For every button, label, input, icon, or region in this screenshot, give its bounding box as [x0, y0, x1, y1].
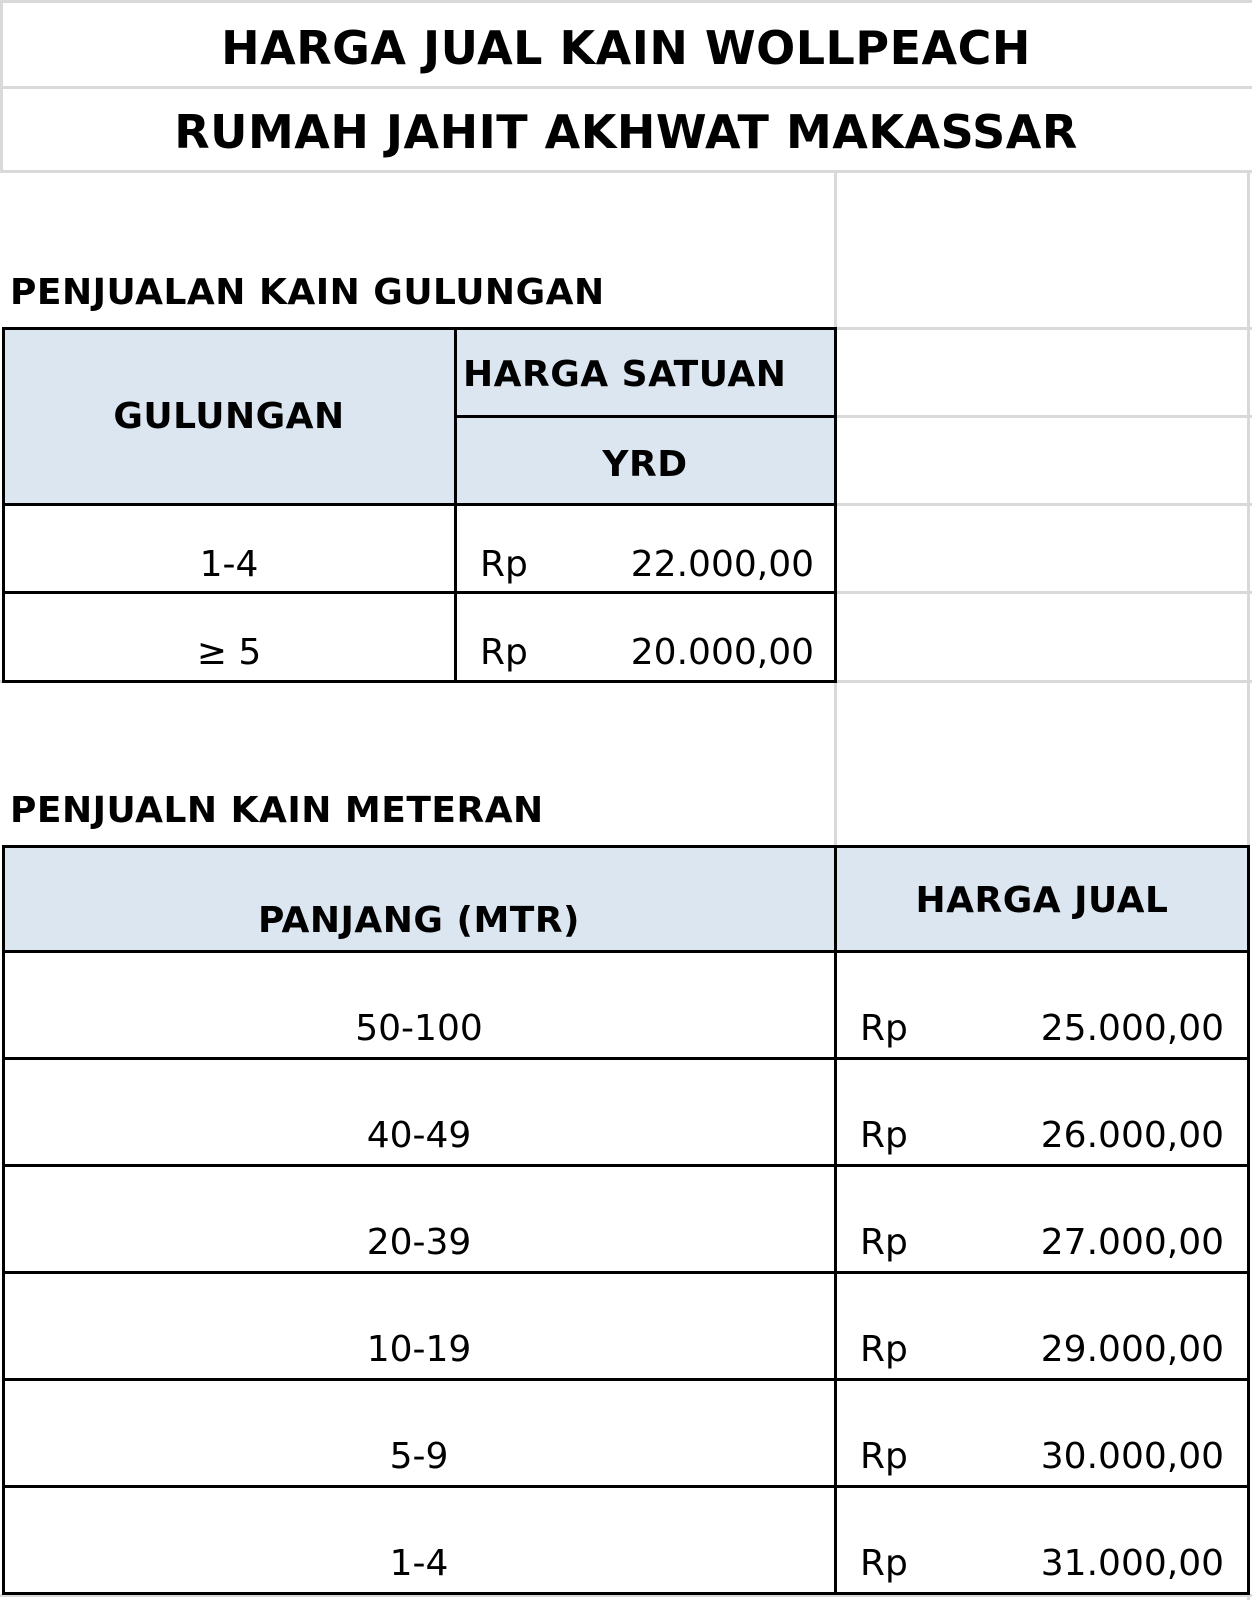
roll-row-1-currency: Rp: [480, 544, 528, 585]
roll-row-2-currency: Rp: [480, 632, 528, 673]
meter-row-1-price: 25.000,00: [1040, 1008, 1224, 1049]
roll-header-unit: YRD: [602, 444, 688, 485]
meter-row-3-length: 20-39: [366, 1222, 472, 1263]
roll-section-label: PENJUALAN KAIN GULUNGAN: [10, 272, 605, 313]
meter-row-1-currency: Rp: [860, 1008, 908, 1049]
meter-row-4-length: 10-19: [366, 1329, 472, 1370]
roll-row-2-qty: ≥ 5: [196, 632, 262, 673]
meter-section-label: PENJUALN KAIN METERAN: [10, 790, 544, 831]
roll-header-unit-price: HARGA SATUAN: [463, 354, 787, 395]
roll-row-1-price: 22.000,00: [630, 544, 814, 585]
meter-row-3-price: 27.000,00: [1040, 1222, 1224, 1263]
meter-row-1-length: 50-100: [355, 1008, 483, 1049]
meter-row-2-length: 40-49: [366, 1115, 472, 1156]
meter-row-6-currency: Rp: [860, 1543, 908, 1584]
roll-row-2-price: 20.000,00: [630, 632, 814, 673]
page-title: HARGA JUAL KAIN WOLLPEACH: [221, 21, 1031, 75]
meter-row-2-price: 26.000,00: [1040, 1115, 1224, 1156]
meter-header-length: PANJANG (MTR): [257, 900, 581, 941]
meter-row-2-currency: Rp: [860, 1115, 908, 1156]
meter-row-4-price: 29.000,00: [1040, 1329, 1224, 1370]
meter-row-5-currency: Rp: [860, 1436, 908, 1477]
roll-row-1-qty: 1-4: [199, 544, 259, 585]
meter-row-4-currency: Rp: [860, 1329, 908, 1370]
meter-row-6-length: 1-4: [389, 1543, 449, 1584]
meter-header-price: HARGA JUAL: [915, 880, 1169, 921]
meter-row-3-currency: Rp: [860, 1222, 908, 1263]
meter-row-5-length: 5-9: [389, 1436, 449, 1477]
page-subtitle: RUMAH JAHIT AKHWAT MAKASSAR: [174, 105, 1078, 159]
meter-row-5-price: 30.000,00: [1040, 1436, 1224, 1477]
meter-row-6-price: 31.000,00: [1040, 1543, 1224, 1584]
roll-header-quantity: GULUNGAN: [113, 396, 345, 437]
